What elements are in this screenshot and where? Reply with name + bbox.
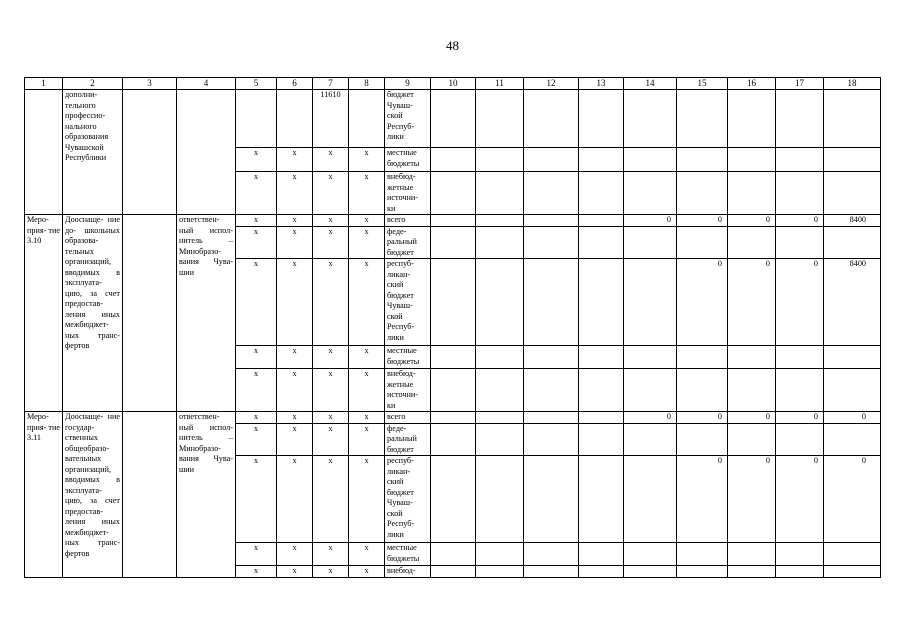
cell-value [524, 543, 579, 566]
cell-funding-source: респуб- ликан- ский бюджет Чуваш- ской Респуб- лики [385, 259, 431, 346]
cell-value [776, 346, 824, 369]
cell-label [25, 90, 63, 215]
cell-value: 0 [624, 412, 677, 424]
cell-value: 0 [624, 215, 677, 227]
cell-code: x [349, 148, 385, 172]
cell-value [476, 346, 524, 369]
cell-code: x [349, 346, 385, 369]
cell-value [476, 456, 524, 543]
cell-code [236, 90, 277, 148]
measure-executor: ответствен- ный испол- нитель – Минобразо- вания Чува- шии [177, 215, 236, 412]
cell-value [776, 566, 824, 578]
cell-measure-name: дополни- тельного профессио- нального образования Чувашской Республики [63, 90, 123, 215]
cell-value [824, 90, 881, 148]
cell-code: x [236, 226, 277, 259]
cell-code: x [236, 566, 277, 578]
cell-value [776, 226, 824, 259]
cell-value [776, 369, 824, 412]
cell-value [579, 566, 624, 578]
measure-name: Дооснаще- ние государ- ственных общеобразо- вательных организаций, вводимых в эксплуата- цию, за счет предостав- ления иных межбюджет- ных транс- фертов [63, 412, 123, 578]
cell-value: 0 [677, 456, 728, 543]
column-header-16: 16 [728, 78, 776, 90]
cell-value [431, 215, 476, 227]
cell-value [824, 148, 881, 172]
cell-code: x [313, 226, 349, 259]
cell-funding-source: феде- ральный бюджет [385, 226, 431, 259]
cell-code: x [277, 412, 313, 424]
column-header-14: 14 [624, 78, 677, 90]
column-header-12: 12 [524, 78, 579, 90]
cell-empty [123, 412, 177, 578]
cell-code: x [277, 456, 313, 543]
cell-code: x [349, 543, 385, 566]
cell-value [624, 226, 677, 259]
measure-label: Меро- прия- тие 3.10 [25, 215, 63, 412]
cell-code: x [236, 412, 277, 424]
cell-value [677, 172, 728, 215]
cell-value [677, 90, 728, 148]
cell-value [728, 543, 776, 566]
cell-value [824, 423, 881, 456]
cell-value [624, 566, 677, 578]
cell-value [476, 543, 524, 566]
cell-value [431, 412, 476, 424]
cell-value [524, 215, 579, 227]
cell-code: x [349, 369, 385, 412]
cell-code: x [313, 148, 349, 172]
cell-funding-source: внебюд- [385, 566, 431, 578]
cell-code [277, 90, 313, 148]
cell-value [728, 148, 776, 172]
cell-value [824, 543, 881, 566]
cell-value [476, 566, 524, 578]
cell-value [624, 90, 677, 148]
cell-code: x [313, 215, 349, 227]
cell-value: 8400 [824, 215, 881, 227]
cell-value [677, 566, 728, 578]
cell-code: x [349, 259, 385, 346]
cell-value [579, 215, 624, 227]
cell-value [431, 423, 476, 456]
measure-label: Меро- прия- тие 3.11 [25, 412, 63, 578]
cell-code: x [277, 566, 313, 578]
cell-code [349, 90, 385, 148]
cell-value [524, 90, 579, 148]
cell-value [524, 412, 579, 424]
cell-value [624, 543, 677, 566]
cell-code: x [349, 215, 385, 227]
column-header-7: 7 [313, 78, 349, 90]
cell-value [624, 456, 677, 543]
cell-value [728, 90, 776, 148]
cell-value [476, 226, 524, 259]
cell-value: 0 [677, 215, 728, 227]
cell-value [431, 226, 476, 259]
cell-code: x [313, 412, 349, 424]
cell-code: x [349, 412, 385, 424]
cell-funding-source: внебюд- жетные источни- ки [385, 172, 431, 215]
cell-value [728, 566, 776, 578]
cell-value [431, 456, 476, 543]
cell-code: x [313, 543, 349, 566]
cell-code: x [277, 369, 313, 412]
cell-code: x [277, 226, 313, 259]
cell-value [431, 346, 476, 369]
cell-code: x [277, 172, 313, 215]
column-header-13: 13 [579, 78, 624, 90]
cell-code: x [236, 172, 277, 215]
cell-value [728, 172, 776, 215]
cell-code: x [236, 423, 277, 456]
cell-code: 11610 [313, 90, 349, 148]
cell-value [624, 148, 677, 172]
cell-value: 0 [728, 456, 776, 543]
page-number: 48 [446, 38, 459, 53]
cell-code: x [313, 566, 349, 578]
cell-value [728, 369, 776, 412]
cell-value [476, 90, 524, 148]
cell-value [579, 346, 624, 369]
cell-value [776, 148, 824, 172]
cell-code: x [236, 369, 277, 412]
column-header-10: 10 [431, 78, 476, 90]
cell-value: 0 [677, 412, 728, 424]
cell-funding-source: респуб- ликан- ский бюджет Чуваш- ской Респуб- лики [385, 456, 431, 543]
column-header-5: 5 [236, 78, 277, 90]
cell-value [431, 148, 476, 172]
cell-value [624, 369, 677, 412]
cell-value [524, 148, 579, 172]
cell-funding-source: всего [385, 215, 431, 227]
measure-name: Дооснаще- ние до- школьных образова- тельных организаций, вводимых в эксплуата- цию, за счет предостав- ления иных межбюджет- ных транс- фертов [63, 215, 123, 412]
column-header-17: 17 [776, 78, 824, 90]
cell-code: x [277, 423, 313, 456]
cell-value [579, 412, 624, 424]
cell-value: 0 [728, 412, 776, 424]
column-header-1: 1 [25, 78, 63, 90]
cell-value: 0 [677, 259, 728, 346]
cell-code: x [277, 346, 313, 369]
cell-value [677, 346, 728, 369]
column-header-6: 6 [277, 78, 313, 90]
cell-funding-source: внебюд- жетные источни- ки [385, 369, 431, 412]
cell-value [579, 423, 624, 456]
cell-value [476, 369, 524, 412]
measure-executor: ответствен- ный испол- нитель – Минобразо- вания Чува- шии [177, 412, 236, 578]
cell-value [476, 172, 524, 215]
column-header-4: 4 [177, 78, 236, 90]
cell-executor [177, 90, 236, 215]
cell-code: x [313, 369, 349, 412]
column-header-2: 2 [63, 78, 123, 90]
cell-value [728, 346, 776, 369]
cell-code: x [313, 259, 349, 346]
cell-code: x [236, 215, 277, 227]
cell-value [824, 369, 881, 412]
cell-value [476, 423, 524, 456]
cell-code: x [236, 543, 277, 566]
cell-funding-source: всего [385, 412, 431, 424]
cell-value: 0 [728, 259, 776, 346]
cell-value [579, 456, 624, 543]
cell-code: x [349, 172, 385, 215]
cell-value: 8400 [824, 259, 881, 346]
cell-value [824, 172, 881, 215]
cell-code: x [277, 215, 313, 227]
cell-empty [123, 90, 177, 215]
cell-value [624, 172, 677, 215]
cell-code: x [236, 346, 277, 369]
table-row [25, 215, 881, 227]
cell-value [624, 259, 677, 346]
column-header-15: 15 [677, 78, 728, 90]
cell-value [677, 369, 728, 412]
cell-code: x [236, 259, 277, 346]
cell-code: x [349, 423, 385, 456]
cell-value [824, 346, 881, 369]
cell-value [524, 259, 579, 346]
header-row [25, 78, 881, 90]
cell-value [579, 259, 624, 346]
cell-value: 0 [776, 456, 824, 543]
cell-code: x [349, 456, 385, 543]
cell-value [677, 226, 728, 259]
cell-value [524, 566, 579, 578]
cell-value [677, 423, 728, 456]
cell-code: x [313, 346, 349, 369]
cell-value [524, 423, 579, 456]
cell-value [677, 148, 728, 172]
cell-value [579, 369, 624, 412]
cell-value: 0 [728, 215, 776, 227]
cell-value [524, 369, 579, 412]
cell-code: x [277, 148, 313, 172]
cell-value: 0 [824, 456, 881, 543]
cell-funding-source: местные бюджеты [385, 346, 431, 369]
cell-value [776, 90, 824, 148]
cell-value [524, 456, 579, 543]
column-header-9: 9 [385, 78, 431, 90]
cell-code: x [236, 456, 277, 543]
cell-value [431, 259, 476, 346]
cell-value [476, 215, 524, 227]
cell-value [624, 423, 677, 456]
cell-value [776, 543, 824, 566]
cell-empty [123, 215, 177, 412]
cell-code: x [313, 423, 349, 456]
cell-code: x [277, 543, 313, 566]
table-row [25, 412, 881, 424]
cell-code: x [349, 566, 385, 578]
cell-value [431, 369, 476, 412]
cell-funding-source: феде- ральный бюджет [385, 423, 431, 456]
cell-code: x [313, 172, 349, 215]
cell-value [579, 90, 624, 148]
cell-value [579, 543, 624, 566]
column-header-8: 8 [349, 78, 385, 90]
cell-funding-source: местные бюджеты [385, 543, 431, 566]
budget-table [24, 77, 881, 578]
cell-value [524, 346, 579, 369]
cell-code: x [277, 259, 313, 346]
table-row [25, 90, 881, 148]
cell-value: 0 [776, 215, 824, 227]
cell-value [524, 172, 579, 215]
cell-value [728, 226, 776, 259]
cell-code: x [236, 148, 277, 172]
cell-value [431, 566, 476, 578]
cell-code: x [349, 226, 385, 259]
cell-value [776, 423, 824, 456]
cell-value [824, 566, 881, 578]
cell-value [624, 346, 677, 369]
cell-value [431, 172, 476, 215]
cell-value [476, 148, 524, 172]
cell-funding-source: местные бюджеты [385, 148, 431, 172]
cell-value [824, 226, 881, 259]
cell-value [579, 226, 624, 259]
cell-value: 0 [776, 412, 824, 424]
cell-value [776, 172, 824, 215]
cell-value [579, 148, 624, 172]
column-header-18: 18 [824, 78, 881, 90]
cell-value [431, 543, 476, 566]
cell-value [476, 259, 524, 346]
cell-value: 0 [824, 412, 881, 424]
cell-value [579, 172, 624, 215]
cell-value [728, 423, 776, 456]
cell-funding-source: бюджет Чуваш- ской Респуб- лики [385, 90, 431, 148]
column-header-11: 11 [476, 78, 524, 90]
cell-value [476, 412, 524, 424]
cell-code: x [313, 456, 349, 543]
cell-value [677, 543, 728, 566]
cell-value [524, 226, 579, 259]
column-header-3: 3 [123, 78, 177, 90]
cell-value: 0 [776, 259, 824, 346]
cell-value [431, 90, 476, 148]
